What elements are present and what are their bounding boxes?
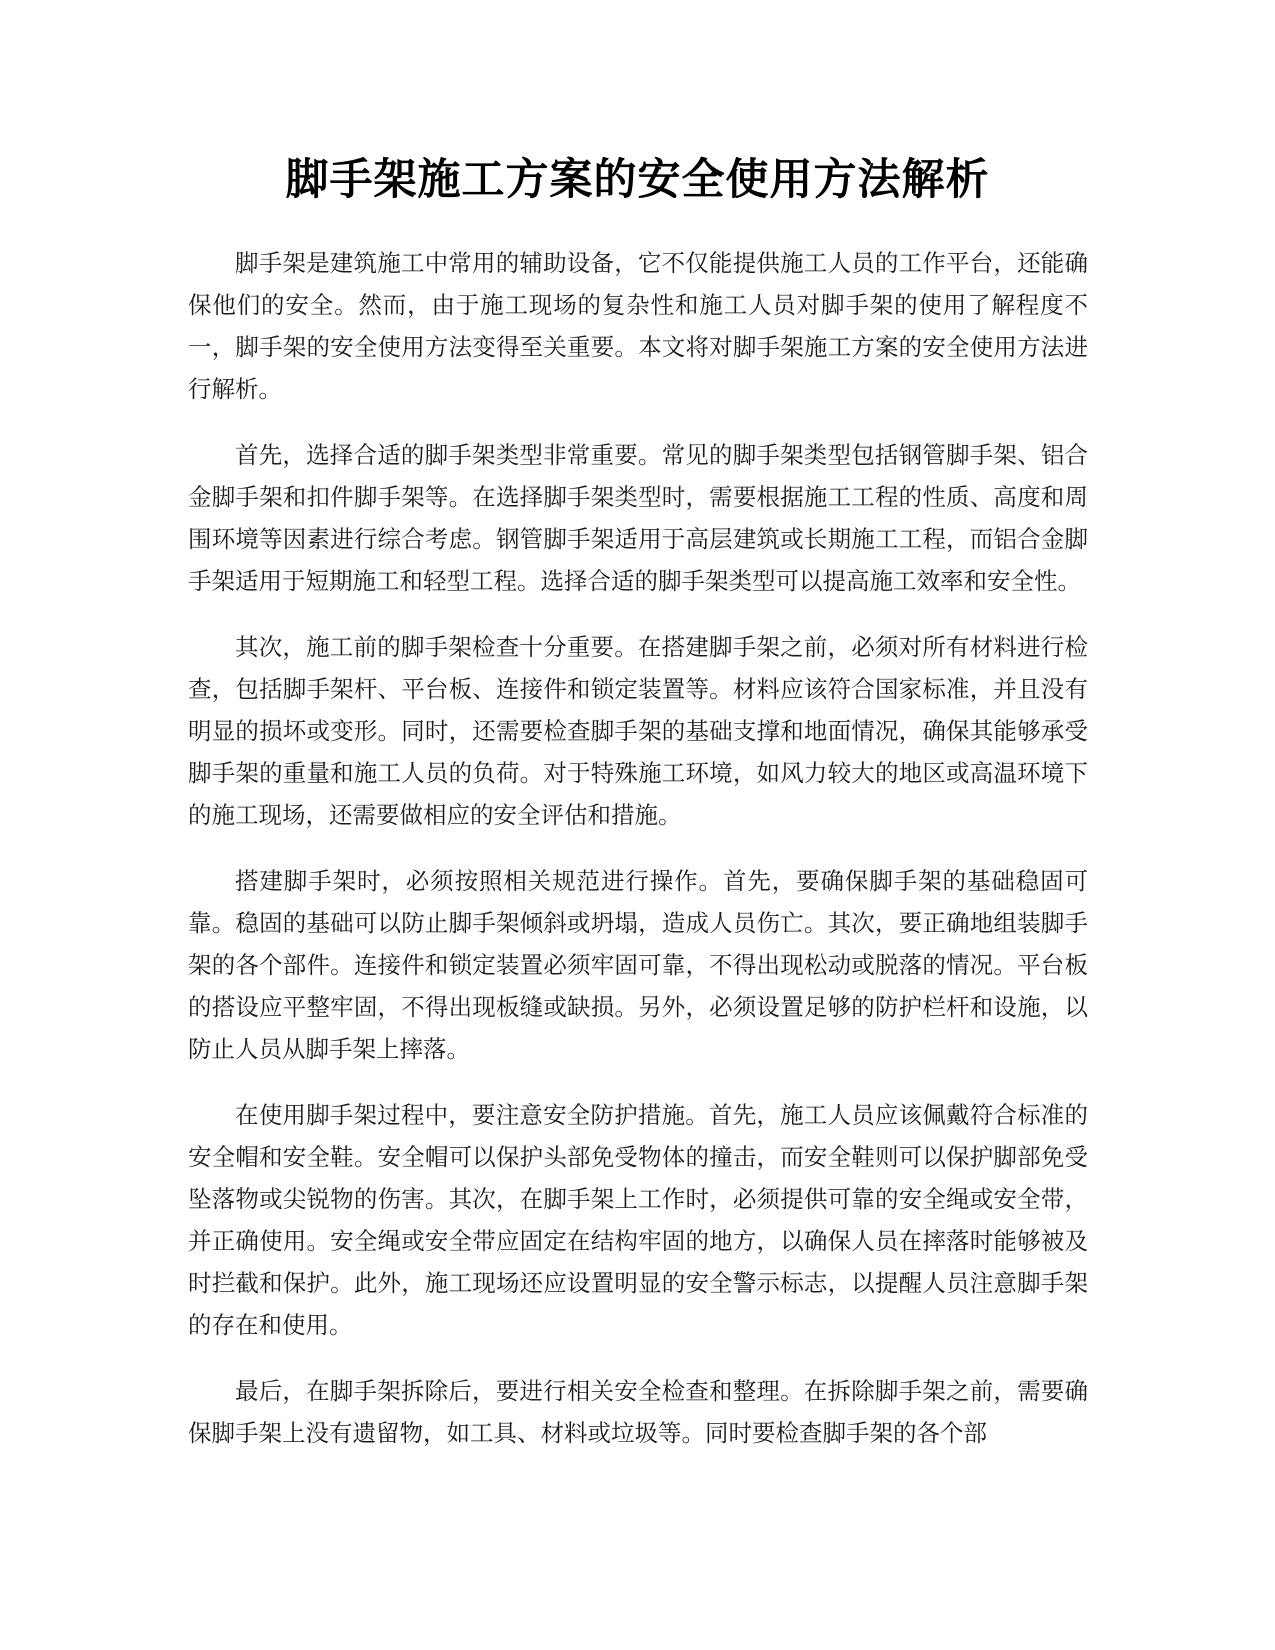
page-title: 脚手架施工方案的安全使用方法解析 — [285, 155, 990, 205]
paragraph-erection-procedure: 搭建脚手架时，必须按照相关规范进行操作。首先，要确保脚手架的基础稳固可靠。稳固的基础可以防止脚手架倾斜或坍塌，造成人员伤亡。其次，要正确地组装脚手架的各个部件。连接件和锁定装置必须牢固可靠，不得出现松动或脱落的情况。平台板的搭设应平整牢固，不得出现板缝或缺损。另外，必须设置足够的防护栏杆和设施，以防止人员从脚手架上摔落。 — [188, 867, 1088, 1063]
paragraph-dismantling-check: 最后，在脚手架拆除后，要进行相关安全检查和整理。在拆除脚手架之前，需要确保脚手架上没有遗留物，如工具、材料或垃圾等。同时要检查脚手架的各个部 — [188, 1377, 1088, 1447]
document-body — [188, 242, 1088, 1478]
paragraph-introduction: 脚手架是建筑施工中常用的辅助设备，它不仅能提供施工人员的工作平台，还能确保他们的安全。然而，由于施工现场的复杂性和施工人员对脚手架的使用了解程度不一，脚手架的安全使用方法变得至关重要。本文将对脚手架施工方案的安全使用方法进行解析。 — [188, 249, 1088, 403]
paragraph-scaffold-type-selection: 首先，选择合适的脚手架类型非常重要。常见的脚手架类型包括钢管脚手架、铝合金脚手架和扣件脚手架等。在选择脚手架类型时，需要根据施工工程的性质、高度和周围环境等因素进行综合考虑。钢管脚手架适用于高层建筑或长期施工工程，而铝合金脚手架适用于短期施工和轻型工程。选择合适的脚手架类型可以提高施工效率和安全性。 — [188, 441, 1088, 595]
paragraph-safety-protection: 在使用脚手架过程中，要注意安全防护措施。首先，施工人员应该佩戴符合标准的安全帽和安全鞋。安全帽可以保护头部免受物体的撞击，而安全鞋则可以保护脚部免受坠落物或尖锐物的伤害。其次，在脚手架上工作时，必须提供可靠的安全绳或安全带，并正确使用。安全绳或安全带应固定在结构牢固的地方，以确保人员在摔落时能够被及时拦截和保护。此外，施工现场还应设置明显的安全警示标志，以提醒人员注意脚手架的存在和使用。 — [188, 1101, 1088, 1339]
paragraph-pre-construction-inspection: 其次，施工前的脚手架检查十分重要。在搭建脚手架之前，必须对所有材料进行检查，包括脚手架杆、平台板、连接件和锁定装置等。材料应该符合国家标准，并且没有明显的损坏或变形。同时，还需要检查脚手架的基础支撑和地面情况，确保其能够承受脚手架的重量和施工人员的负荷。对于特殊施工环境，如风力较大的地区或高温环境下的施工现场，还需要做相应的安全评估和措施。 — [188, 633, 1088, 829]
